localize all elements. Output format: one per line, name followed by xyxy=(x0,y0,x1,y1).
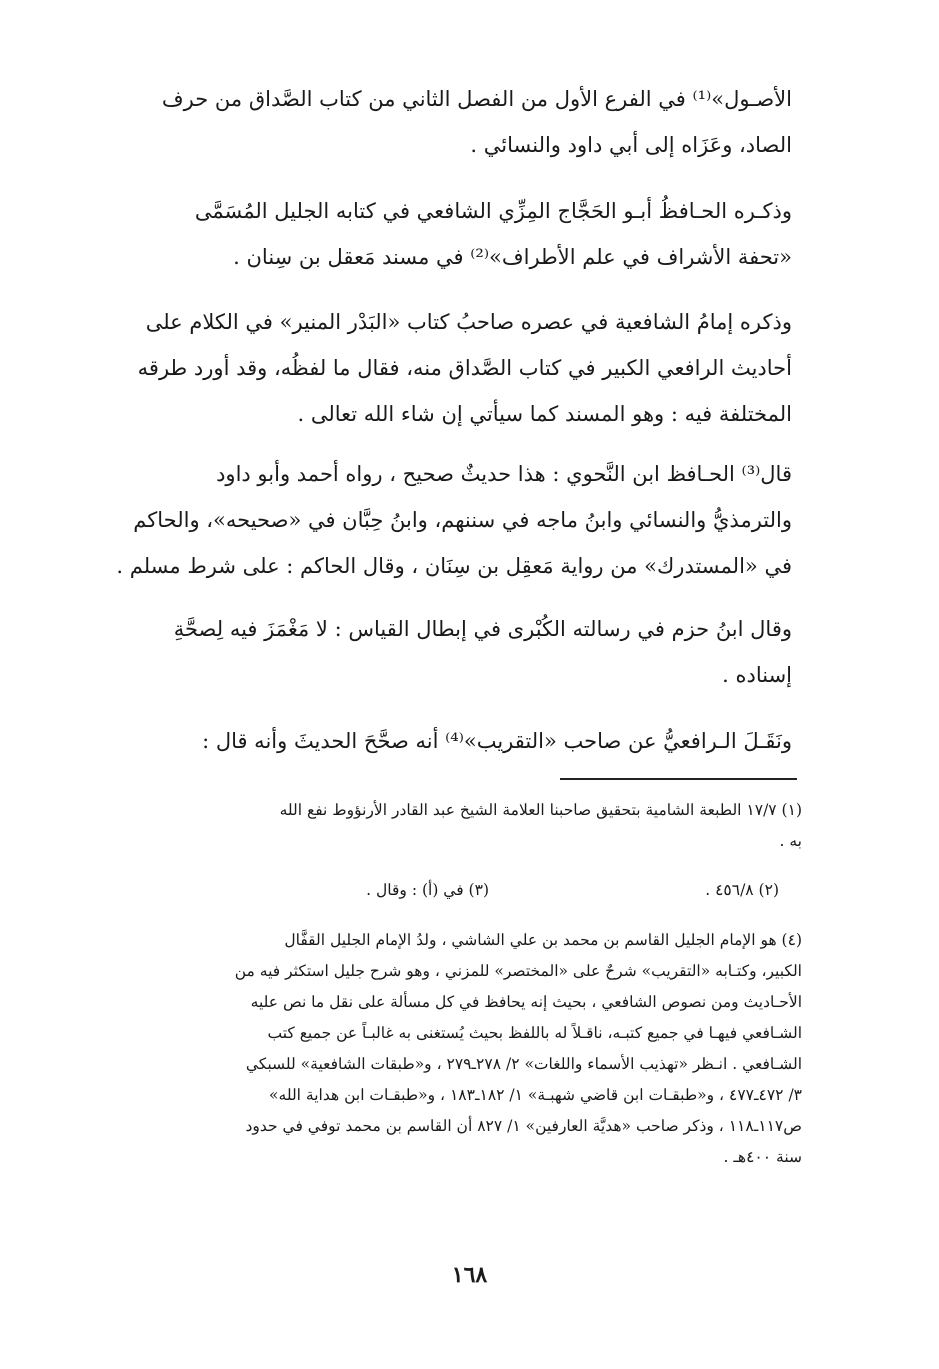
text-line: الأصـول»⁽¹⁾ في الفرع الأول من الفصل الثاني من كتاب الصَّداق من حرف xyxy=(161,87,792,111)
footnote-line: ص١١٧ـ١١٨ ، وذكر صاحب «هديَّة العارفين» ١/ ٨٢٧ أن القاسم بن محمد توفي في حدود xyxy=(245,1117,802,1135)
footnote-separator xyxy=(560,778,797,780)
text-line: إسناده . xyxy=(722,663,792,687)
footnote-line: (٤) هو الإمام الجليل القاسم بن محمد بن علي الشاشي ، ولدُ الإمام الجليل القفَّال xyxy=(284,931,802,949)
text-line: «تحفة الأشراف في علم الأطراف»⁽²⁾ في مسند مَعقل بن سِنان . xyxy=(233,245,792,269)
text-line: المختلفة فيه : وهو المسند كما سيأتي إن شاء الله تعالى . xyxy=(297,402,792,426)
footnote-line: به . xyxy=(779,832,802,850)
footnote-line: الشـافعي فيهـا في جميع كتبـه، ناقـلاً له باللفظ بحيث يُستغنى به غالبـاً عن جميع كتب xyxy=(267,1024,802,1042)
text-line: وذكـره الحـافظُ أبـو الحَجَّاج المِزِّي الشافعي في كتابه الجليل المُسَمَّى xyxy=(194,199,792,223)
text-line: والترمذيُّ والنسائي وابنُ ماجه في سننهم، وابنُ حِبَّان في «صحيحه»، والحاكم xyxy=(133,508,792,532)
footnote-3: (٣) في (أ) : وقال . xyxy=(366,881,489,899)
text-line: وذكره إمامُ الشافعية في عصره صاحبُ كتاب «البَدْر المنير» في الكلام على xyxy=(145,310,792,334)
footnote-2: (٢) ٤٥٦/٨ . xyxy=(705,881,779,899)
footnote-line: الكبير، وكتـابه «التقريب» شرحٌ على «المختصر» للمزني ، وهو شرح جليل استكثر فيه من xyxy=(234,962,802,980)
footnote-line: الأحـاديث ومن نصوص الشافعي ، بحيث إنه يحافظ في كل مسألة على نقل ما نص عليه xyxy=(250,993,802,1011)
paragraph-6 xyxy=(112,718,792,764)
text-line: وقال ابنُ حزم في رسالته الكُبْرى في إبطال القياس : لا مَغْمَزَ فيه لِصحَّةِ xyxy=(173,617,792,641)
footnote-line: سنة ٤٠٠هـ . xyxy=(723,1148,802,1166)
paragraph-3 xyxy=(112,299,792,437)
page-number: ١٦٨ xyxy=(451,1262,488,1288)
footnote-line: (١) ١٧/٧ الطبعة الشامية بتحقيق صاحبنا العلامة الشيخ عبد القادر الأرنؤوط نفع الله xyxy=(279,801,802,819)
body-text xyxy=(112,606,792,698)
footnote-4 xyxy=(112,925,802,1173)
body-text xyxy=(112,188,792,280)
footnote-1 xyxy=(112,795,802,857)
text-line: أحاديث الرافعي الكبير في كتاب الصَّداق منه، فقال ما لفظُه، وقد أورد طرقه xyxy=(137,356,792,380)
text-line: في «المستدرك» من رواية مَعقِل بن سِنَان ، وقال الحاكم : على شرط مسلم . xyxy=(116,554,792,578)
paragraph-1 xyxy=(112,76,792,168)
body-text xyxy=(112,76,792,168)
paragraph-4 xyxy=(112,451,792,589)
text-line: الصاد، وعَزَاه إلى أبي داود والنسائي . xyxy=(470,133,792,157)
body-text xyxy=(112,451,792,589)
text-line: قال⁽³⁾ الحـافظ ابن النَّحوي : هذا حديثٌ صحيح ، رواه أحمد وأبو داود xyxy=(216,462,792,486)
body-text xyxy=(112,299,792,437)
text-line: ونَقَـلَ الـرافعيُّ عن صاحب «التقريب»⁽⁴⁾ أنه صحَّحَ الحديثَ وأنه قال : xyxy=(202,729,792,753)
paragraph-2 xyxy=(112,188,792,280)
footnote-line: الشـافعي . انـظر «تهذيب الأسماء واللغات» ٢/ ٢٧٨ـ٢٧٩ ، و«طبقات الشافعية» للسبكي xyxy=(245,1055,802,1073)
body-text xyxy=(112,718,792,764)
paragraph-5 xyxy=(112,606,792,698)
footnote-line: ٣/ ٤٧٢ـ٤٧٧ ، و«طبقـات ابن قاضي شهبـة» ١/ ١٨٢ـ١٨٣ ، و«طبقـات ابن هداية الله» xyxy=(269,1086,802,1104)
